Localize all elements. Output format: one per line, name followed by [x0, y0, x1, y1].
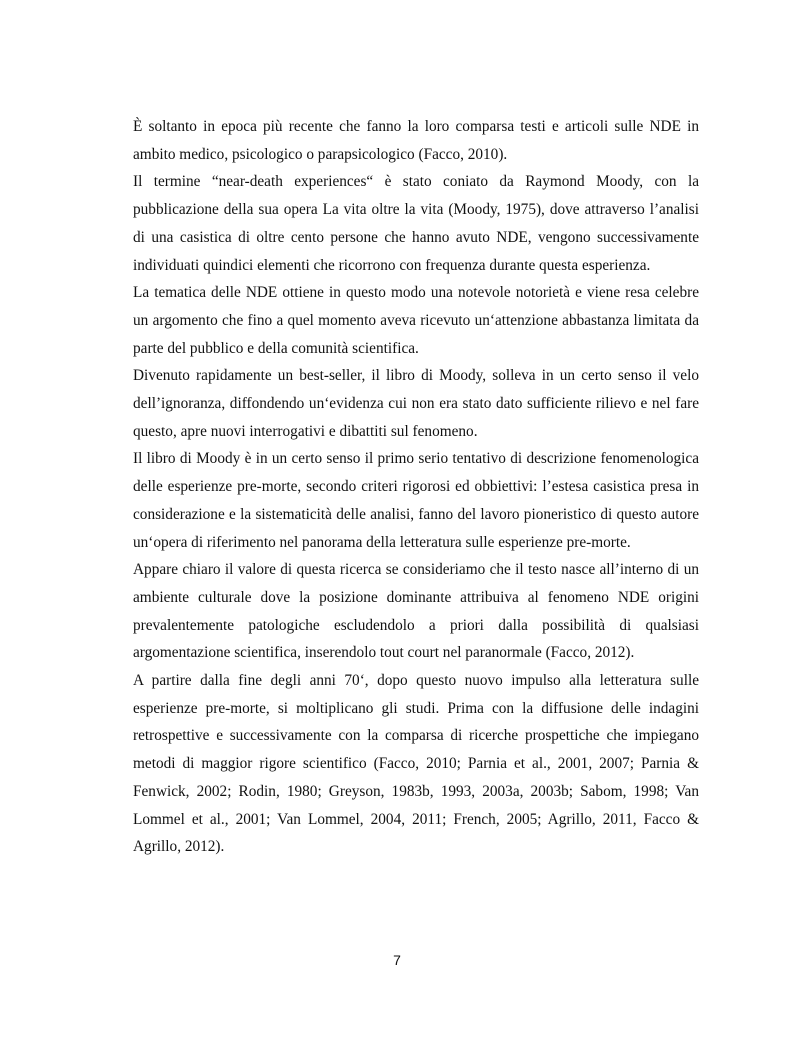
paragraph-6: Appare chiaro il valore di questa ricerca se consideriamo che il testo nasce all’interno di un ambiente culturale dove la posizione dominante attribuiva al fenomeno NDE origini prevalentemente patologiche escludendolo a priori dalla possibilità di qualsiasi argomentazione scientifica, inserendolo tout court nel paranormale (Facco, 2012).	[133, 561, 699, 662]
paragraph-2: Il termine “near-death experiences“ è stato coniato da Raymond Moody, con la pubblicazione della sua opera La vita oltre la vita (Moody, 1975), dove attraverso l’analisi di una casistica di oltre cento persone che hanno avuto NDE, vengono successivamente individuati quindici elementi che ricorrono con frequenza durante questa esperienza.	[133, 173, 699, 274]
paragraph-5: Il libro di Moody è in un certo senso il primo serio tentativo di descrizione fenomenologica delle esperienze pre-morte, secondo criteri rigorosi ed obbiettivi: l’estesa casistica presa in considerazione e la sistematicità delle analisi, fanno del lavoro pioneristico di questo autore un‘opera di riferimento nel panorama della letteratura sulle esperienze pre-morte.	[133, 450, 699, 551]
paragraph-3: La tematica delle NDE ottiene in questo modo una notevole notorietà e viene resa celebre un argomento che fino a quel momento aveva ricevuto un‘attenzione abbastanza limitata da parte del pubblico e della comunità scientifica.	[133, 284, 699, 357]
paragraph-4: Divenuto rapidamente un best-seller, il libro di Moody, solleva in un certo senso il velo dell’ignoranza, diffondendo un‘evidenza cui non era stato dato sufficiente rilievo e nel fare questo, apre nuovi interrogativi e dibattiti sul fenomeno.	[133, 367, 699, 440]
body-text	[133, 113, 699, 861]
paragraph-1: È soltanto in epoca più recente che fanno la loro comparsa testi e articoli sulle NDE in ambito medico, psicologico o parapsicologico (Facco, 2010).	[133, 118, 699, 163]
paragraph-7: A partire dalla fine degli anni 70‘, dopo questo nuovo impulso alla letteratura sulle esperienze pre-morte, si moltiplicano gli studi. Prima con la diffusione delle indagini retrospettive e successivamente con la comparsa di ricerche prospettiche che impiegano metodi di maggior rigore scientifico (Facco, 2010; Parnia et al., 2001, 2007; Parnia & Fenwick, 2002; Rodin, 1980; Greyson, 1983b, 1993, 2003a, 2003b; Sabom, 1998; Van Lommel et al., 2001; Van Lommel, 2004, 2011; French, 2005; Agrillo, 2011, Facco & Agrillo, 2012).	[133, 672, 699, 856]
page-number: 7	[393, 952, 401, 968]
